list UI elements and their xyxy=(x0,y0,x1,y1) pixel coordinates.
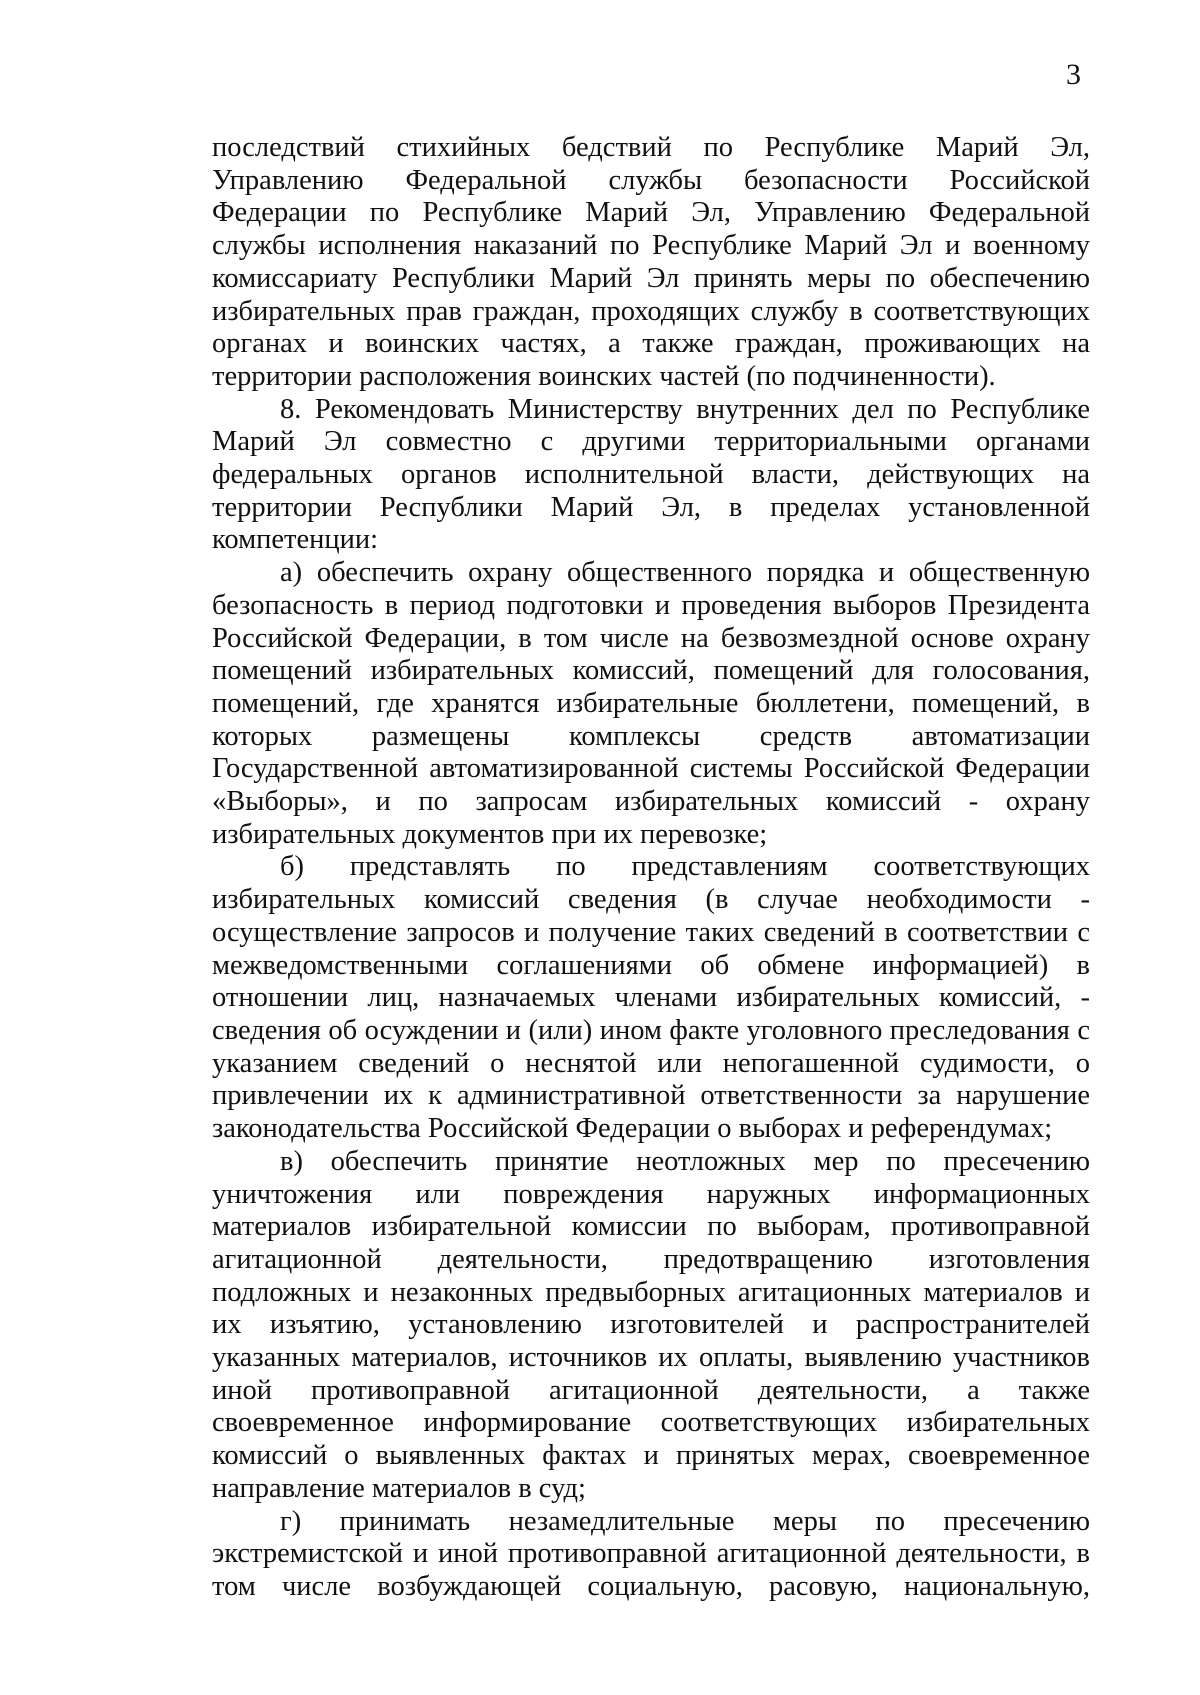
paragraph-subitem-a: а) обеспечить охрану общественного порядка и общественную безопасность в период подготовки и проведения выборов Президента Российской Федерации, в том числе на безвозмездной основе охрану помещений избирательных комиссий, помещений для голосования, помещений, где хранятся избирательные бюллетени, помещений, в которых размещены комплексы средств автоматизации Государственной автоматизированной системы Российской Федерации «Выборы», и по запросам избирательных комиссий - охрану избирательных документов при их перевозке; xyxy=(212,557,1090,850)
page-number: 3 xyxy=(1066,58,1081,91)
paragraph-subitem-b: б) представлять по представлениям соответствующих избирательных комиссий сведения (в случае необходимости - осуществление запросов и получение таких сведений в соответствии с межведомственными соглашениями об обмене информацией) в отношении лиц, назначаемых членами избирательных комиссий, - сведения об осуждении и (или) ином факте уголовного преследования с указанием сведений о неснятой или непогашенной судимости, о привлечении их к административной ответственности за нарушение законодательства Российской Федерации о выборах и референдумах; xyxy=(212,851,1090,1145)
paragraph-item-8: 8. Рекомендовать Министерству внутренних дел по Республике Марий Эл совместно с другими территориальными органами федеральных органов исполнительной власти, действующих на территории Республики Марий Эл, в пределах установленной компетенции: xyxy=(212,393,1090,556)
document-body xyxy=(212,132,1090,1604)
paragraph-subitem-v: в) обеспечить принятие неотложных мер по пресечению уничтожения или повреждения наружных информационных материалов избирательной комиссии по выборам, противоправной агитационной деятельности, предотвращению изготовления подложных и незаконных предвыборных агитационных материалов и их изъятию, установлению изготовителей и распространителей указанных материалов, источников их оплаты, выявлению участников иной противоправной агитационной деятельности, а также своевременное информирование соответствующих избирательных комиссий о выявленных фактах и принятых мерах, своевременное направление материалов в суд; xyxy=(212,1145,1090,1504)
paragraph-subitem-g: г) принимать незамедлительные меры по пресечению экстремистской и иной противоправной агитационной деятельности, в том числе возбуждающей социальную, расовую, национальную, xyxy=(212,1505,1090,1602)
paragraph-continuation: последствий стихийных бедствий по Республике Марий Эл, Управлению Федеральной службы безопасности Российской Федерации по Республике Марий Эл, Управлению Федеральной службы исполнения наказаний по Республике Марий Эл и военному комиссариату Республики Марий Эл принять меры по обеспечению избирательных прав граждан, проходящих службу в соответствующих органах и воинских частях, а также граждан, проживающих на территории расположения воинских частей (по подчиненности). xyxy=(212,132,1090,392)
